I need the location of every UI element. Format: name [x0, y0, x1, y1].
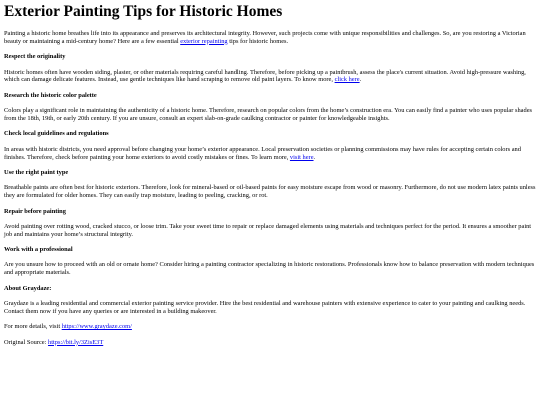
section-heading-professional: Work with a professional [4, 246, 73, 254]
paragraph-text: In areas with historic districts, you need approval before changing your home’s exterior appearance. Local preservation societies or planning commissions may have rules for accepting certain colors and finishes. Therefore, check before painting your home exteriors to avoid costly mistakes or fines. To learn more, [4, 145, 521, 161]
section-paragraph-about: Graydaze is a leading residential and commercial exterior painting service provider. Hire the best residential and warehouse painters with extensive experience to cater to your painting and caulking needs. Contact them now if you have any queries or are interested in a building makeover. [4, 300, 526, 315]
section-paragraph-paint-type: Breathable paints are often best for historic exteriors. Therefore, look for mineral-based or oil-based paints for easy moisture escape from wood or masonry. Furthermore, do not use modern latex paints unless they are formulated for older homes. They can easily trap moisture, leading to peeling, cracking, or rot. [4, 184, 536, 200]
paragraph-text: Historic homes often have wooden siding, plaster, or other materials requiring careful handling. Therefore, before picking up a paintbrush, assess the place's current situation. Avoid high-pressure washing, which can damage delicate features. Instead, use gentle techniques like hand scraping to remove old paint layers. To know more, [4, 68, 526, 84]
original-source-link[interactable]: https://bit.ly/3ZisE3T [48, 338, 104, 346]
graydaze-website-link[interactable]: https://www.graydaze.com/ [61, 323, 132, 331]
paragraph-end: . [359, 76, 362, 84]
original-source-line [4, 339, 536, 347]
page-title: Exterior Painting Tips for Historic Homes [4, 3, 283, 20]
intro-text-end: tips for historic homes. [227, 37, 289, 45]
visit-here-link[interactable]: visit here [289, 153, 314, 161]
section-heading-originality: Respect the originality [4, 53, 66, 61]
section-heading-color-palette: Research the historic color palette [4, 91, 97, 99]
click-here-link[interactable]: click here [334, 76, 360, 84]
section-paragraph-guidelines [4, 146, 536, 162]
paragraph-end: . [313, 153, 316, 161]
exterior-repainting-link[interactable]: exterior repainting [180, 37, 228, 45]
section-paragraph-color-palette: Colors play a significant role in maintaining the authenticity of a historic home. Therefore, research on popular colors from the home’s construction era. You can easily find a painter who uses popular shades from the 18th, 19th, or early 20th century. If you are unsure, consult an expert slab-on-grade caulking contractor or painter for knowledgeable insights. [4, 107, 533, 122]
original-source-label: Original Source: [4, 338, 49, 346]
section-paragraph-professional: Are you unsure how to proceed with an old or ornate home? Consider hiring a painting contractor specializing in historic restorations. Professionals know how to balance preservation with modern techniques and appropriate materials. [4, 261, 535, 277]
section-paragraph-originality [4, 69, 536, 85]
more-details-label: For more details, visit [4, 323, 62, 331]
section-heading-about: About Graydaze: [4, 284, 52, 292]
section-heading-repair: Repair before painting [4, 207, 66, 215]
more-details-line [4, 323, 536, 331]
intro-paragraph [4, 30, 536, 46]
section-heading-paint-type: Use the right paint type [4, 168, 69, 176]
section-paragraph-repair: Avoid painting over rotting wood, cracked stucco, or loose trim. Take your sweet time to repair or replace damaged elements using materials and techniques perfect for the period. It ensures a smoother paint job and maintains your home’s structural integrity. [4, 222, 532, 238]
section-heading-guidelines: Check local guidelines and regulations [4, 130, 109, 138]
intro-text: Painting a historic home breathes life into its appearance and preserves its architectural integrity. However, such projects come with unique responsibilities and challenges. So, are you restoring a Victorian beauty or maintaining a mid-century home? Here are a few essential [4, 30, 526, 45]
